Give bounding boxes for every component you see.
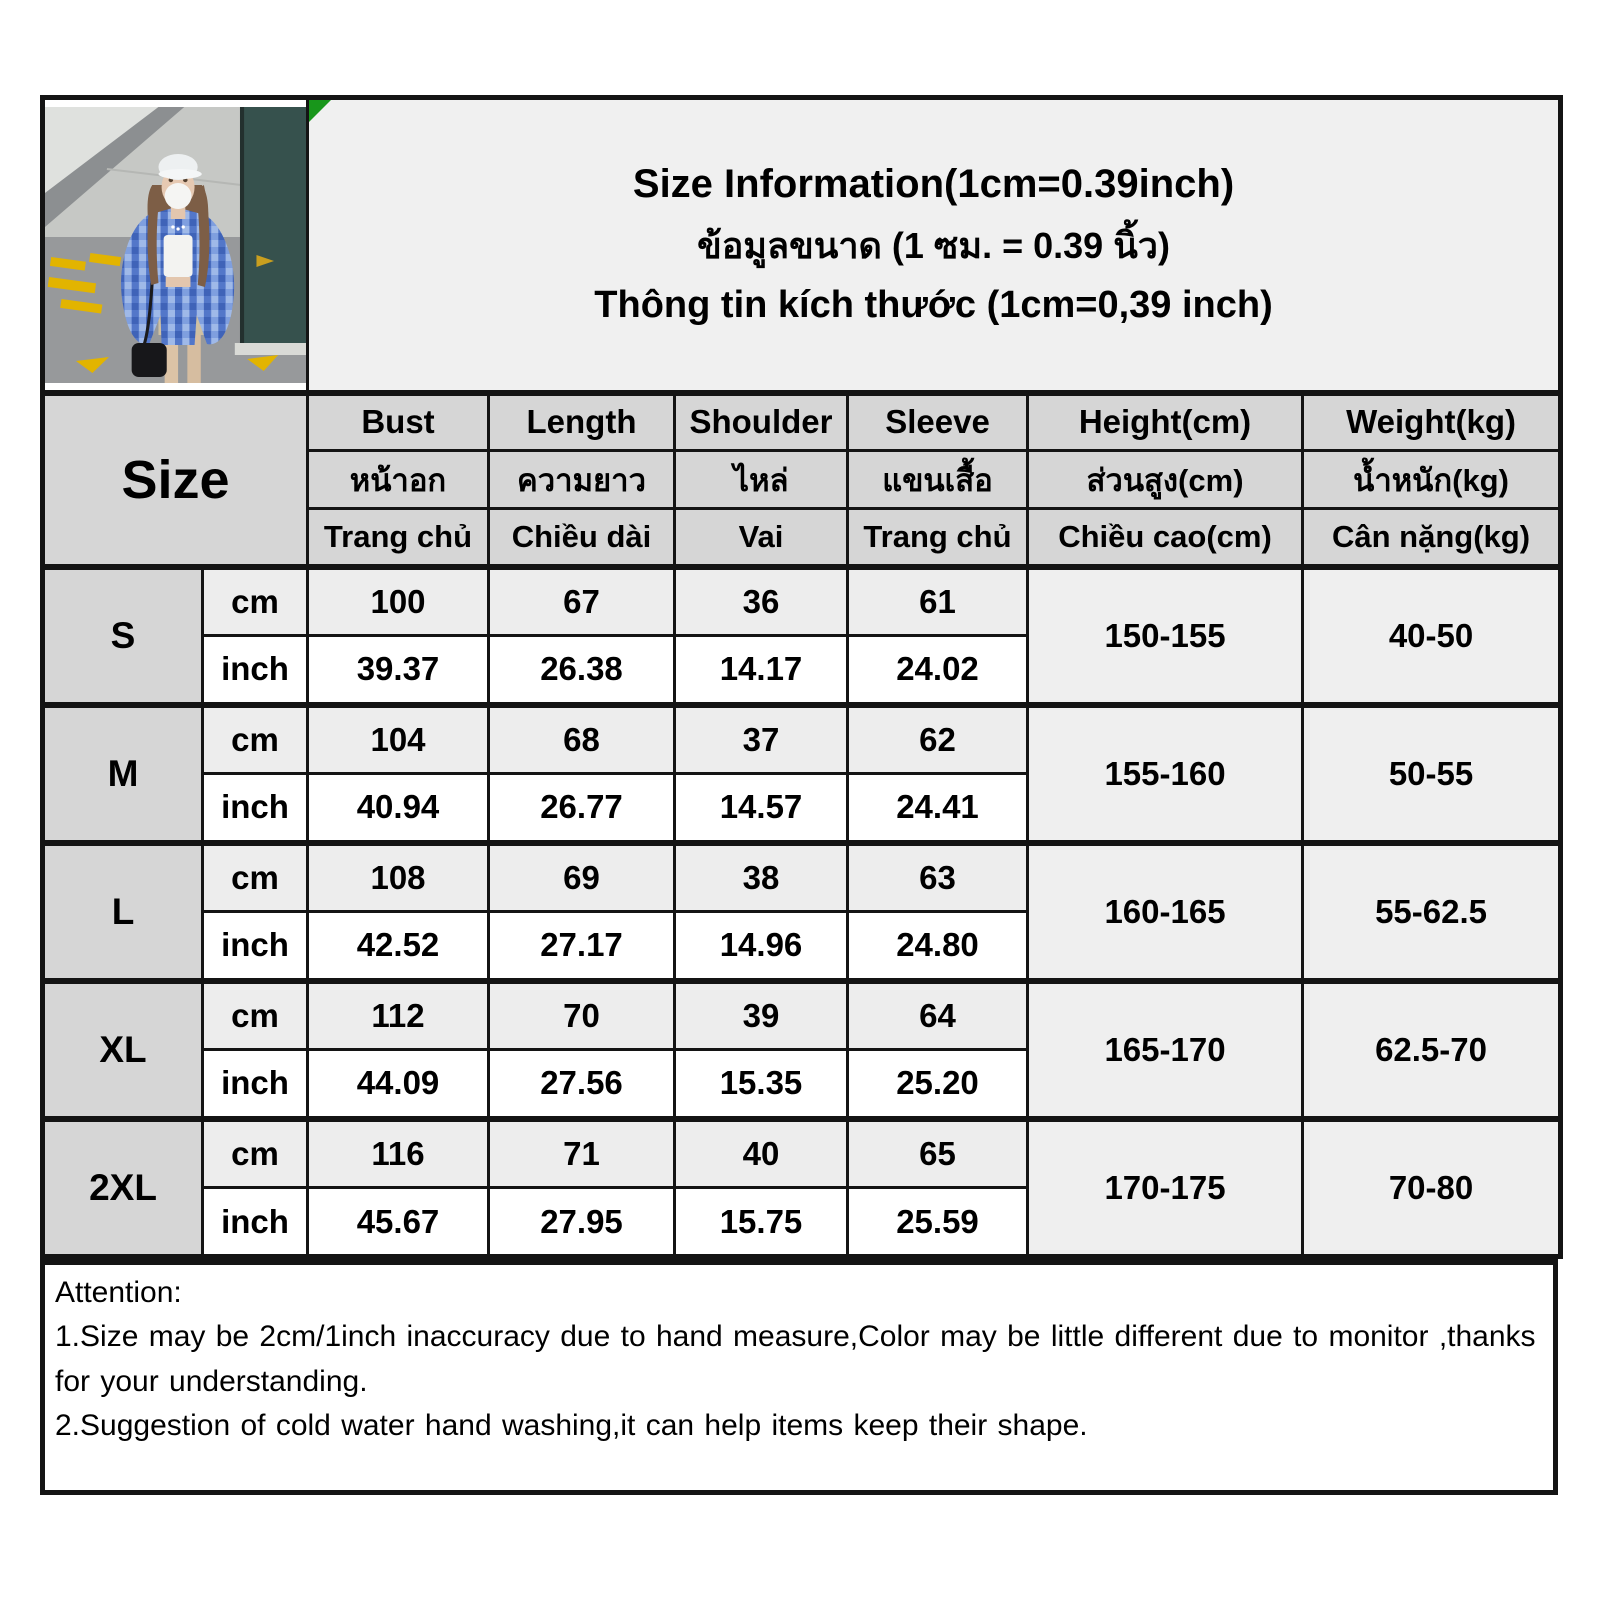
col-height-th: ส่วนสูง(cm) [1028,451,1303,509]
title-cell [308,98,1561,393]
unit-inch: inch [203,1188,308,1257]
cell-m-length-inch: 26.77 [489,774,675,843]
cell-xl-bust-cm: 112 [308,981,489,1050]
unit-cm: cm [203,705,308,774]
title-vietnamese: Thông tin kích thước (1cm=0,39 inch) [594,284,1273,327]
cell-xl-bust-inch: 44.09 [308,1050,489,1119]
face-mask [165,183,192,209]
col-height-vi: Chiều cao(cm) [1028,509,1303,567]
col-weight-th: น้ำหนัก(kg) [1303,451,1561,509]
cell-2xl-height: 170-175 [1028,1119,1303,1257]
cell-m-weight: 50-55 [1303,705,1561,843]
title-lines [309,162,1558,327]
cell-xl-shoulder-inch: 15.35 [675,1050,848,1119]
cell-2xl-bust-cm: 116 [308,1119,489,1188]
attention-box [40,1259,1558,1495]
cell-2xl-sleeve-cm: 65 [848,1119,1028,1188]
cell-m-bust-inch: 40.94 [308,774,489,843]
cell-2xl-sleeve-inch: 25.59 [848,1188,1028,1257]
handbag [132,343,167,377]
size-table [40,95,1563,1259]
col-weight-en: Weight(kg) [1303,393,1561,451]
cell-l-sleeve-cm: 63 [848,843,1028,912]
cell-m-height: 155-160 [1028,705,1303,843]
header-row-en [43,393,1561,451]
cell-xl-sleeve-cm: 64 [848,981,1028,1050]
cell-xl-sleeve-inch: 25.20 [848,1050,1028,1119]
col-shoulder-en: Shoulder [675,393,848,451]
title-english: Size Information(1cm=0.39inch) [632,162,1235,207]
attention-note-1: 1.Size may be 2cm/1inch inaccuracy due to hand measure,Color may be little different due to monitor ,thanks for your understanding. [55,1320,1536,1398]
unit-cm: cm [203,981,308,1050]
cell-s-bust-inch: 39.37 [308,636,489,705]
col-bust-th: หน้าอก [308,451,489,509]
col-bust-vi: Trang chủ [308,509,489,567]
product-photo [43,98,308,393]
cell-xl-length-cm: 70 [489,981,675,1050]
attention-note-2: 2.Suggestion of cold water hand washing,it can help items keep their shape. [55,1409,1088,1443]
unit-inch: inch [203,636,308,705]
cell-m-bust-cm: 104 [308,705,489,774]
cell-2xl-weight: 70-80 [1303,1119,1561,1257]
cell-s-height: 150-155 [1028,567,1303,705]
row-m-cm [43,705,1561,774]
col-length-vi: Chiều dài [489,509,675,567]
cell-s-length-inch: 26.38 [489,636,675,705]
cell-l-length-cm: 69 [489,843,675,912]
door-curb [235,343,306,355]
cell-s-sleeve-cm: 61 [848,567,1028,636]
unit-inch: inch [203,1050,308,1119]
col-sleeve-th: แขนเสื้อ [848,451,1028,509]
attention-heading: Attention: [55,1276,182,1309]
cell-xl-height: 165-170 [1028,981,1303,1119]
cell-s-sleeve-inch: 24.02 [848,636,1028,705]
size-corner-label: Size [43,393,308,567]
door-frame [240,107,244,351]
cell-xl-length-inch: 27.56 [489,1050,675,1119]
row-l-cm [43,843,1561,912]
cell-l-height: 160-165 [1028,843,1303,981]
cell-m-sleeve-cm: 62 [848,705,1028,774]
col-shoulder-th: ไหล่ [675,451,848,509]
cap-brim [158,169,201,179]
cell-l-shoulder-inch: 14.96 [675,912,848,981]
unit-inch: inch [203,912,308,981]
size-label-2xl: 2XL [43,1119,203,1257]
cell-l-sleeve-inch: 24.80 [848,912,1028,981]
unit-cm: cm [203,567,308,636]
cell-l-weight: 55-62.5 [1303,843,1561,981]
cell-xl-weight: 62.5-70 [1303,981,1561,1119]
green-corner-marker-icon [309,100,331,122]
cell-2xl-length-cm: 71 [489,1119,675,1188]
col-sleeve-en: Sleeve [848,393,1028,451]
unit-cm: cm [203,1119,308,1188]
cell-s-weight: 40-50 [1303,567,1561,705]
col-height-en: Height(cm) [1028,393,1303,451]
cell-s-length-cm: 67 [489,567,675,636]
col-length-en: Length [489,393,675,451]
row-s-cm [43,567,1561,636]
cell-2xl-shoulder-cm: 40 [675,1119,848,1188]
size-chart-wrap [40,95,1558,1495]
cell-m-sleeve-inch: 24.41 [848,774,1028,843]
col-bust-en: Bust [308,393,489,451]
cell-l-shoulder-cm: 38 [675,843,848,912]
crop-top [164,235,193,277]
size-label-xl: XL [43,981,203,1119]
col-shoulder-vi: Vai [675,509,848,567]
model-photo-illustration [45,107,306,383]
cell-s-shoulder-cm: 36 [675,567,848,636]
cell-l-length-inch: 27.17 [489,912,675,981]
size-label-l: L [43,843,203,981]
unit-cm: cm [203,843,308,912]
cell-2xl-shoulder-inch: 15.75 [675,1188,848,1257]
glass-door [243,107,306,345]
cell-m-length-cm: 68 [489,705,675,774]
cell-m-shoulder-inch: 14.57 [675,774,848,843]
size-label-s: S [43,567,203,705]
cell-2xl-bust-inch: 45.67 [308,1188,489,1257]
cell-s-bust-cm: 100 [308,567,489,636]
row-2xl-cm [43,1119,1561,1188]
cell-xl-shoulder-cm: 39 [675,981,848,1050]
size-label-m: M [43,705,203,843]
cell-2xl-length-inch: 27.95 [489,1188,675,1257]
cell-l-bust-cm: 108 [308,843,489,912]
row-xl-cm [43,981,1561,1050]
header-band [43,98,1561,393]
unit-inch: inch [203,774,308,843]
cell-s-shoulder-inch: 14.17 [675,636,848,705]
col-length-th: ความยาว [489,451,675,509]
cell-m-shoulder-cm: 37 [675,705,848,774]
cell-l-bust-inch: 42.52 [308,912,489,981]
col-weight-vi: Cân nặng(kg) [1303,509,1561,567]
title-thai: ข้อมูลขนาด (1 ซม. = 0.39 นิ้ว) [697,225,1170,267]
col-sleeve-vi: Trang chủ [848,509,1028,567]
